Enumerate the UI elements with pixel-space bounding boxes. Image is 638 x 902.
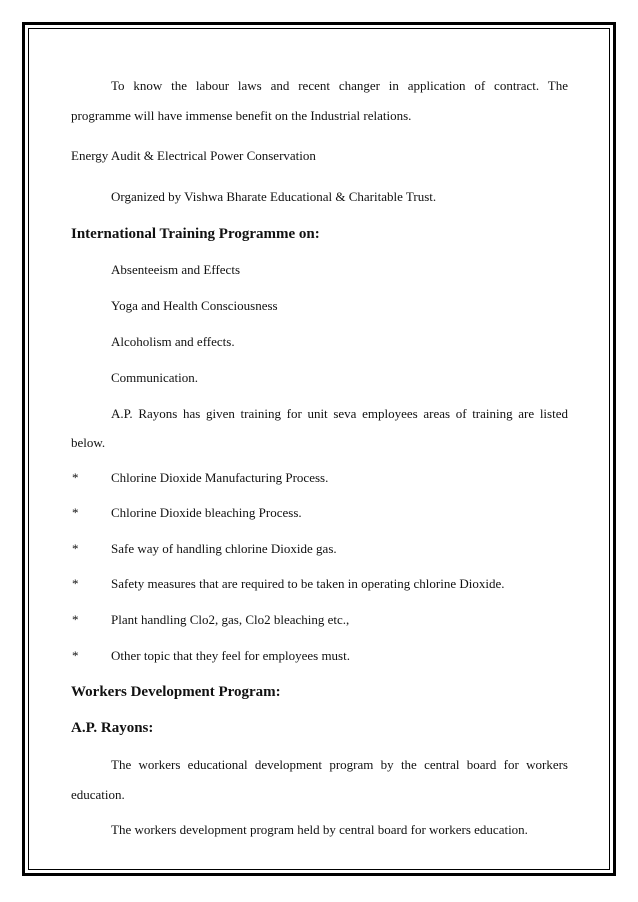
bullet-item: Chlorine Dioxide bleaching Process. [111, 505, 302, 520]
paragraph-line: A.P. Rayons has given training for unit seva employees areas of training are listed [111, 406, 568, 421]
paragraph-line: education. [71, 787, 125, 802]
bullet-marker: * [72, 541, 79, 556]
paragraph-line: The workers development program held by central board for workers education. [111, 822, 528, 837]
list-item: Alcoholism and effects. [111, 334, 235, 349]
paragraph-line: The workers educational development program by the central board for workers [111, 757, 568, 772]
bullet-item: Safe way of handling chlorine Dioxide gas. [111, 541, 337, 556]
organized-by-line: Organized by Vishwa Bharate Educational & Charitable Trust. [111, 189, 437, 204]
bullet-marker: * [72, 576, 79, 591]
paragraph-line: below. [71, 435, 106, 450]
bullet-marker: * [72, 648, 79, 663]
bullet-marker: * [72, 505, 79, 520]
section-heading: Workers Development Program: [71, 684, 281, 700]
bullet-item: Chlorine Dioxide Manufacturing Process. [111, 470, 329, 485]
bullet-item: Other topic that they feel for employees must. [111, 648, 350, 663]
paragraph-line: programme will have immense benefit on the Industrial relations. [71, 108, 412, 123]
energy-audit-line: Energy Audit & Electrical Power Conservation [71, 148, 316, 163]
section-heading: International Training Programme on: [71, 226, 320, 242]
bullet-marker: * [72, 470, 79, 485]
bullet-marker: * [72, 612, 79, 627]
bullet-item: Plant handling Clo2, gas, Clo2 bleaching etc., [111, 612, 350, 627]
list-item: Absenteeism and Effects [111, 262, 240, 277]
list-item: Communication. [111, 370, 199, 385]
list-item: Yoga and Health Consciousness [111, 298, 278, 313]
bullet-item: Safety measures that are required to be taken in operating chlorine Dioxide. [111, 576, 505, 591]
section-heading: A.P. Rayons: [71, 720, 154, 736]
paragraph-line: To know the labour laws and recent changer in application of contract. The [111, 78, 568, 93]
